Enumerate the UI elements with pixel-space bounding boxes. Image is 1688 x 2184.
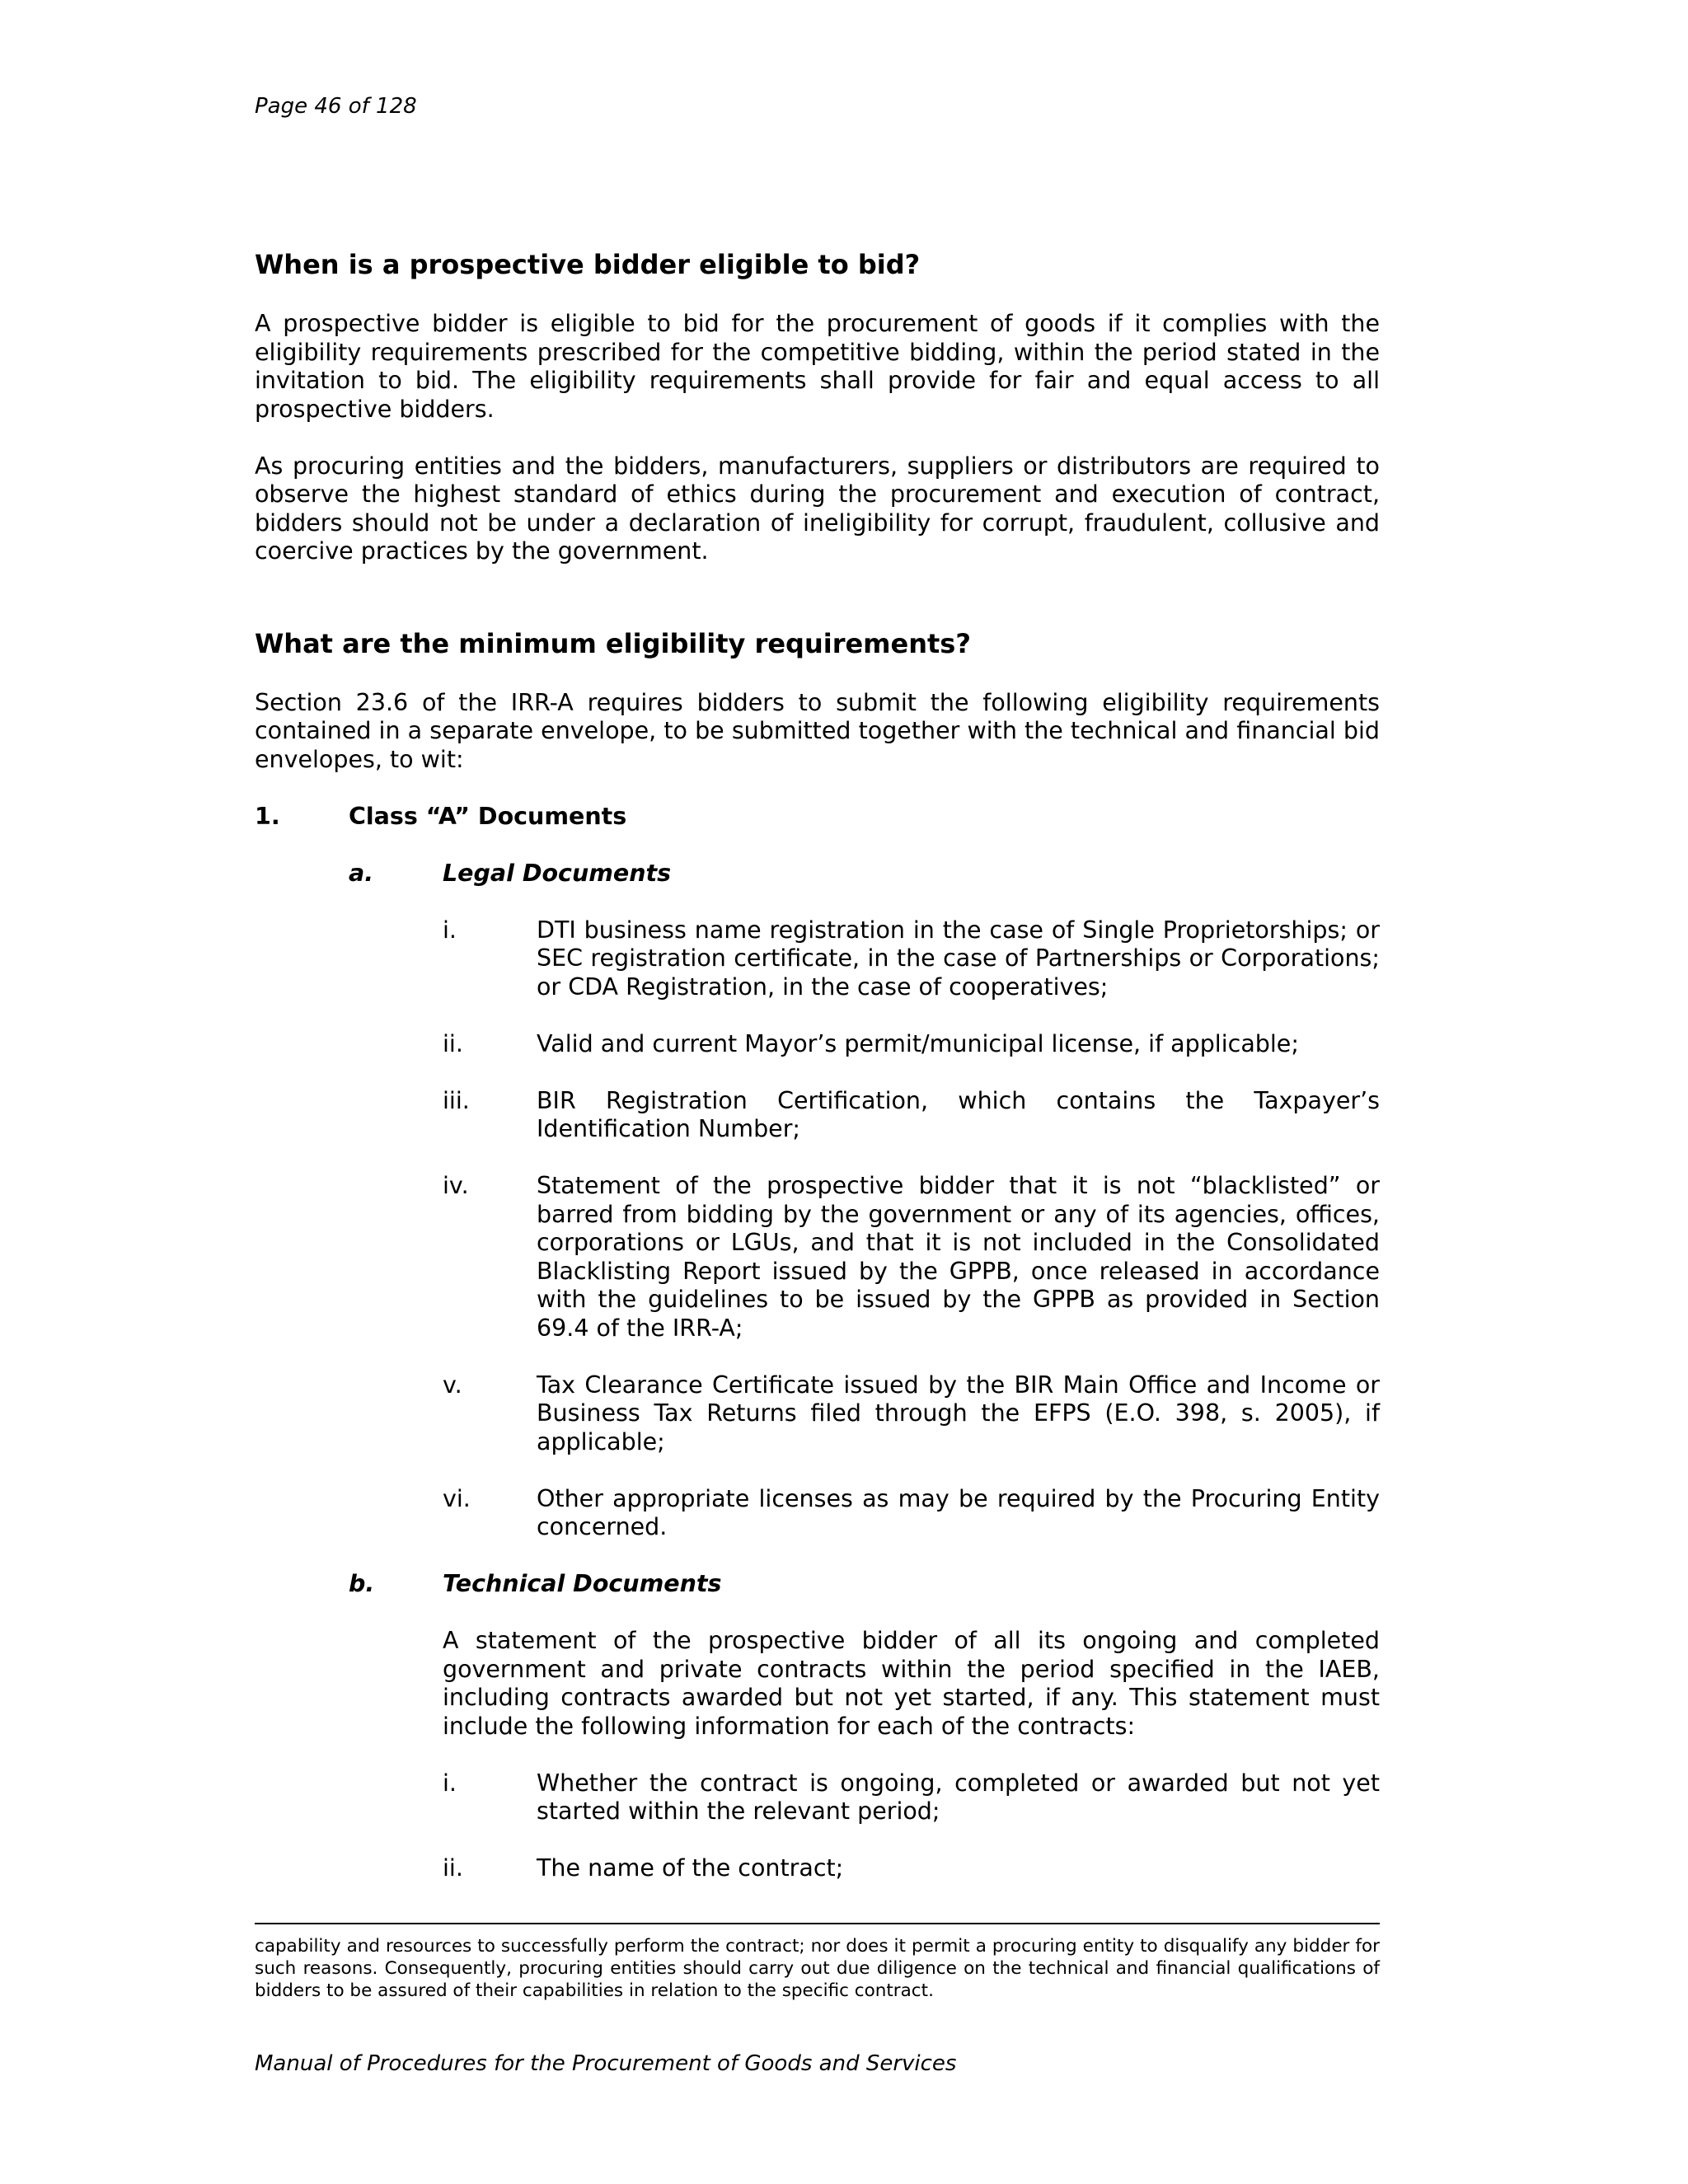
list-item <box>443 1087 1380 1144</box>
class-a-heading <box>255 803 1380 832</box>
paragraph-ethics: As procuring entities and the bidders, manufacturers, suppliers or distributors are required to observe the highest standard of ethics during the procurement and execution of contract, bidders should not be under a declaration of ineligibility for corrupt, fraudulent, collusive and coercive practices by the government. <box>255 452 1380 565</box>
list-item-number: vi. <box>443 1484 471 1512</box>
list-item-number: ii. <box>443 1854 463 1882</box>
technical-documents-heading <box>255 1570 1380 1599</box>
section-heading-minimum-requirements: What are the minimum eligibility requirements? <box>255 627 971 659</box>
legal-documents-title: Legal Documents <box>443 859 672 887</box>
legal-documents-heading <box>255 860 1380 888</box>
list-item <box>443 1769 1380 1826</box>
paragraph-section-23-6: Section 23.6 of the IRR-A requires bidders to submit the following eligibility requirements contained in a separate envelope, to be submitted together with the technical and financial bid envelopes, to wit: <box>255 688 1380 773</box>
class-a-title: Class “A” Documents <box>349 802 627 830</box>
list-item <box>443 1030 1380 1059</box>
technical-documents-title: Technical Documents <box>443 1570 722 1597</box>
list-item-number: v. <box>443 1371 462 1399</box>
list-item-text: DTI business name registration in the case of Single Proprietorships; or SEC registration certificate, in the case of Partnerships or Corporations; or CDA Registration, in the case of cooperatives; <box>537 916 1380 1001</box>
footnote-separator <box>255 1923 1380 1924</box>
list-item-text: Whether the contract is ongoing, completed or awarded but not yet started within the relevant period; <box>537 1769 1380 1825</box>
list-item-text: Other appropriate licenses as may be required by the Procuring Entity concerned. <box>537 1484 1380 1540</box>
list-item <box>443 1371 1380 1457</box>
section-heading-eligible-to-bid: When is a prospective bidder eligible to bid? <box>255 249 921 280</box>
technical-documents-letter: b. <box>349 1570 375 1597</box>
technical-documents-list <box>255 1769 1380 1883</box>
list-item-number: i. <box>443 916 457 944</box>
list-item-text: Tax Clearance Certificate issued by the BIR Main Office and Income or Business Tax Returns filed through the EFPS (E.O. 398, s. 2005), if applicable; <box>537 1371 1380 1455</box>
list-item <box>443 1854 1380 1883</box>
legal-documents-list <box>255 916 1380 1542</box>
page-content <box>255 247 1380 1883</box>
footnote-text: capability and resources to successfully perform the contract; nor does it permit a procuring entity to disqualify any bidder for such reasons. Consequently, procuring entities should carry out due diligence on the technical and financial qualifications of bidders to be assured of their capabilities in relation to the specific contract. <box>255 1936 1380 2001</box>
list-item <box>443 1485 1380 1542</box>
technical-documents-intro: A statement of the prospective bidder of all its ongoing and completed government and private contracts within the period specified in the IAEB, including contracts awarded but not yet started, if any. This statement must include the following information for each of the contracts: <box>443 1627 1380 1740</box>
list-item-text: The name of the contract; <box>537 1854 844 1882</box>
list-item <box>443 916 1380 1002</box>
list-item-number: iv. <box>443 1172 469 1199</box>
list-item-text: BIR Registration Certification, which contains the Taxpayer’s Identification Number; <box>537 1086 1380 1142</box>
page-number-header: Page 46 of 128 <box>255 94 417 119</box>
paragraph-eligibility: A prospective bidder is eligible to bid for the procurement of goods if it complies with the eligibility requirements prescribed for the competitive bidding, within the period stated in the invitation to bid. The eligibility requirements shall provide for fair and equal access to all prospective bidders. <box>255 310 1380 423</box>
list-item-text: Valid and current Mayor’s permit/municipal license, if applicable; <box>537 1029 1299 1057</box>
document-footer-title: Manual of Procedures for the Procurement of Goods and Services <box>255 2051 957 2076</box>
list-item <box>443 1172 1380 1343</box>
list-item-number: ii. <box>443 1029 463 1057</box>
legal-documents-letter: a. <box>349 859 374 887</box>
class-a-number: 1. <box>255 802 280 830</box>
list-item-number: i. <box>443 1769 457 1797</box>
list-item-text: Statement of the prospective bidder that it is not “blacklisted” or barred from bidding by the government or any of its agencies, offices, corporations or LGUs, and that it is not included in the Consolidated Blacklisting Report issued by the GPPB, once released in accordance with the guidelines to be issued by the GPPB as provided in Section 69.4 of the IRR-A; <box>537 1172 1380 1342</box>
document-page <box>255 0 1380 2184</box>
list-item-number: iii. <box>443 1086 470 1114</box>
